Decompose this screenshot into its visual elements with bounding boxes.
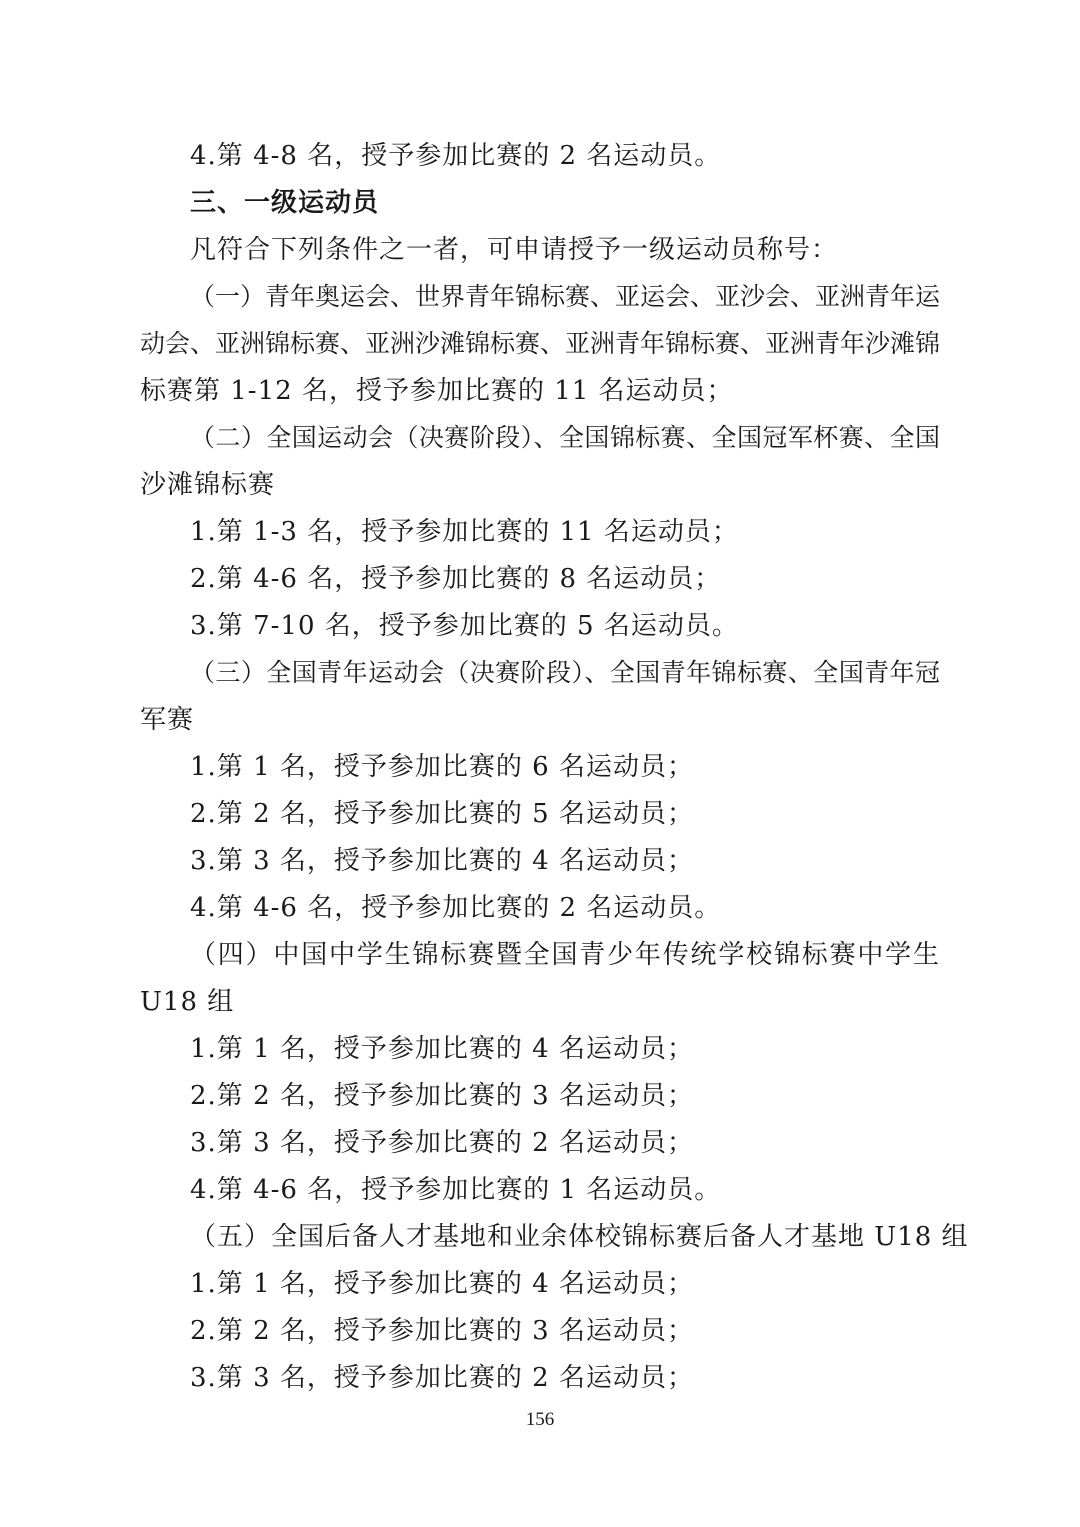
list-item: 2.第 2 名，授予参加比赛的 3 名运动员；: [190, 1081, 694, 1111]
text-line: （三）全国青年运动会（决赛阶段）、全国青年锦标赛、全国青年冠: [190, 658, 940, 687]
list-item: 1.第 1 名，授予参加比赛的 4 名运动员；: [190, 1034, 694, 1064]
list-item: 2.第 2 名，授予参加比赛的 3 名运动员；: [190, 1316, 694, 1346]
text-line: 动会、亚洲锦标赛、亚洲沙滩锦标赛、亚洲青年锦标赛、亚洲青年沙滩锦: [140, 329, 941, 358]
list-item: 1.第 1 名，授予参加比赛的 6 名运动员；: [190, 752, 694, 782]
text-line: （五）全国后备人才基地和业余体校锦标赛后备人才基地 U18 组: [190, 1222, 969, 1252]
text-line: 沙滩锦标赛: [140, 470, 276, 500]
list-item: 1.第 1-3 名，授予参加比赛的 11 名运动员；: [190, 517, 739, 547]
text-line: 标赛第 1-12 名，授予参加比赛的 11 名运动员；: [140, 376, 734, 406]
list-item: 3.第 7-10 名，授予参加比赛的 5 名运动员。: [190, 611, 739, 641]
list-item: 4.第 4-6 名，授予参加比赛的 1 名运动员。: [190, 1175, 722, 1205]
list-item: 3.第 3 名，授予参加比赛的 4 名运动员；: [190, 846, 694, 876]
section-heading: 三、一级运动员: [190, 188, 380, 218]
page-number: 156: [525, 1409, 555, 1430]
text-line: 凡符合下列条件之一者，可申请授予一级运动员称号：: [190, 235, 839, 265]
text-line: （一）青年奥运会、世界青年锦标赛、亚运会、亚沙会、亚洲青年运: [190, 282, 941, 311]
list-item: 3.第 3 名，授予参加比赛的 2 名运动员；: [190, 1128, 694, 1158]
text-line: 4.第 4-8 名，授予参加比赛的 2 名运动员。: [190, 141, 722, 171]
text-line: （四）中国中学生锦标赛暨全国青少年传统学校锦标赛中学生: [190, 940, 940, 970]
list-item: 4.第 4-6 名，授予参加比赛的 2 名运动员。: [190, 893, 722, 923]
list-item: 1.第 1 名，授予参加比赛的 4 名运动员；: [190, 1269, 694, 1299]
text-line: （二）全国运动会（决赛阶段）、全国锦标赛、全国冠军杯赛、全国: [190, 423, 940, 452]
list-item: 3.第 3 名，授予参加比赛的 2 名运动员；: [190, 1363, 694, 1393]
text-line: 军赛: [140, 705, 195, 735]
list-item: 2.第 4-6 名，授予参加比赛的 8 名运动员；: [190, 564, 722, 594]
text-line: U18 组: [140, 987, 235, 1017]
list-item: 2.第 2 名，授予参加比赛的 5 名运动员；: [190, 799, 694, 829]
